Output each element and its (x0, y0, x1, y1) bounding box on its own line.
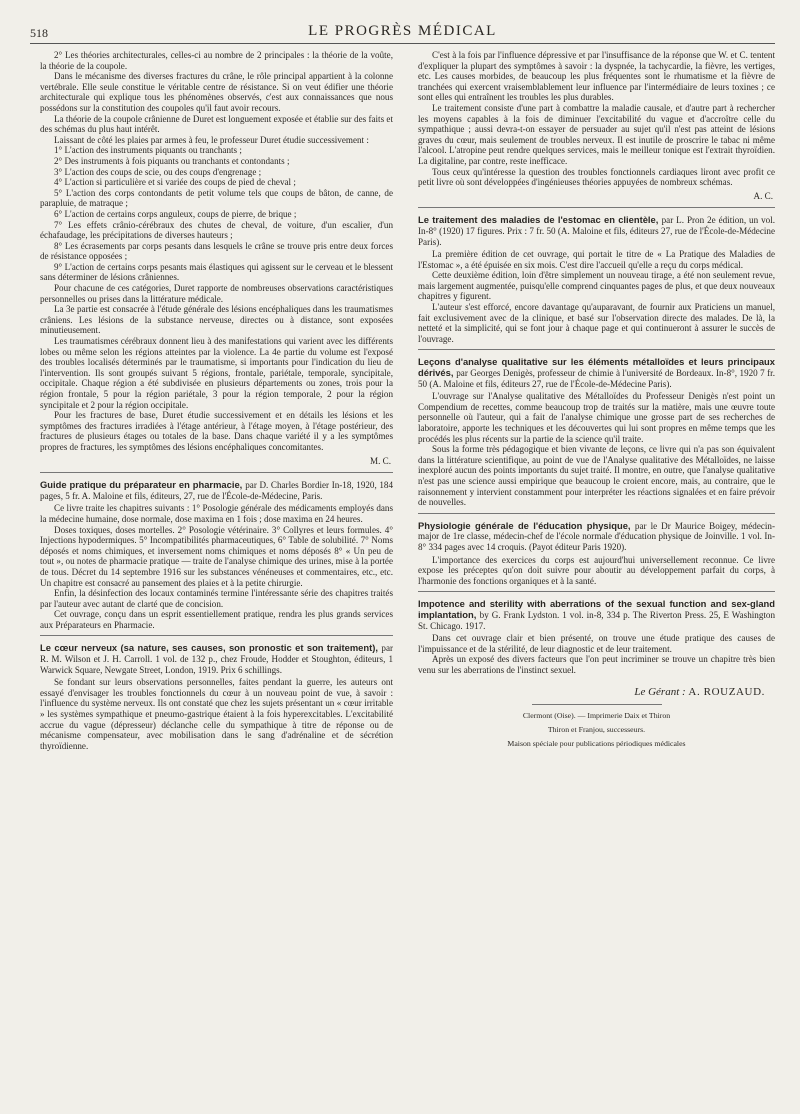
separator (418, 513, 775, 514)
review-title: Physiologie générale de l'éducation physique, (418, 519, 631, 531)
review-title: Leçons d'analyse qualitative sur les éléments métalloïdes et leurs principaux dérivés, (418, 356, 775, 379)
header-rule (30, 43, 775, 44)
paragraph: Enfin, la désinfection des locaux contaminés termine l'intéressante série des chapitres traités par l'auteur avec autant de clarté que de concision. (40, 588, 393, 609)
paragraph: Les traumatismes cérébraux donnent lieu à des manifestations qui varient avec les différents lobes ou même selon les régions atteintes par la violence. La 4e partie du volume est l'exposé des troubles localisés déterminés par le traumatisme, si importants pour l'indication du lieu de l'intervention. Ils sont groupés suivant 5 régions, frontale, pariétale, temporale, syncipitale, occipitale. Chaque région a été subdivisée en plusieurs départements ou zones, trois pour la région frontale, 5 pour la région pariétale, 3 pour la région temporale, 2 pour la région syncipitale et 2 pour la région occipitale. (40, 336, 393, 410)
paragraph: Sous la forme très pédagogique et bien vivante de leçons, ce livre qui n'a pas son équivalent dans la littérature scientifique, au point de vue de l'Analyse qualitative des Métalloïdes, ne laisse inexploré aucun des points importants du sujet traité. Il montre, en outre, que l'analyse qualitative n'est pas une science aussi empirique que beaucoup le croient encore, mais, au contraire, que le raisonnement y intervient constamment pour interpréter les réactions signalées et en faire prévoir de nouvelles. (418, 444, 775, 508)
gerant-label: Le Gérant : (634, 686, 686, 699)
imprint-rule (532, 704, 662, 705)
paragraph: Dans le mécanisme des diverses fractures du crâne, le rôle principal appartient à la colonne vertébrale. Elle seule constitue le véritable centre de résistance. Si on veut édifier une théorie architecturale qui explique tous les phénomènes observés, c'est aux connaissances que nous possédons sur la constitution des coupoles qu'il faut avoir recours. (40, 71, 393, 113)
printer-line: Clermont (Oise). — Imprimerie Daix et Thiron (522, 711, 671, 721)
review-title: Le cœur nerveux (sa nature, ses causes, son pronostic et son traitement), (40, 642, 378, 654)
gerant-name: A. ROUZAUD. (688, 686, 765, 699)
paragraph: Pour les fractures de base, Duret étudie successivement et en détails les lésions et les symptômes des fractures irradiées à l'étage antérieur, à l'étage moyen, à l'étage postérieur, des fractures de plusieurs étages ou totales de la base. Dans chaque variété il y a les symptômes propres de fractures, les symptômes des lésions encéphaliques concomitantes. (40, 410, 393, 452)
list-item: 3° L'action des coups de scie, ou des coups d'engrenage ; (54, 166, 262, 177)
review-meta: par R. M. Wilson et J. H. Carroll. 1 vol. de 132 p., chez Froude, Hodder et Stoughton, éditeurs, 1 Warwick Square, Newgate Street, London, 1919. Prix 6 schillings. (40, 643, 394, 675)
review-signature: M. C. (370, 455, 391, 466)
paragraph: L'importance des exercices du corps est aujourd'hui universellement reconnue. Ce livre expose les préceptes qu'on doit suivre pour aboutir au développement parfait du corps, à l'harmonie des fonctions organiques et à la santé. (418, 554, 775, 586)
list-item: 7° Les effets crânio-cérébraux des chutes de cheval, de voiture, d'un escalier, d'un échafaudage, les précipitations de diverses hauteurs ; (40, 219, 393, 241)
paragraph: La théorie de la coupole crânienne de Duret est longuement exposée et établie sur des faits et des schémas du plus haut intérêt. (40, 113, 393, 135)
list-item: 1° L'action des instruments piquants ou tranchants ; (54, 145, 242, 156)
paragraph: Ce livre traite les chapitres suivants : 1° Posologie générale des médicaments employés dans la médecine humaine, dose normale, dose maxima en 1 fois ; dose maxima en 24 heures. (40, 503, 393, 524)
paragraph: L'ouvrage sur l'Analyse qualitative des Métalloïdes du Professeur Denigès n'est point un Compendium de recettes, comme beaucoup trop de traités sur la matière, mais une œuvre toute personnelle où l'auteur, qui a fait de l'analyse chimique une grosse part de ses recherches de laboratoire, apporte les techniques et les découvertes qui lui sont propres en même temps que les procédés les plus récents sur la partie de la science qu'il traite. (418, 391, 775, 444)
printer-successors: Thiron et Franjou, successeurs. (547, 725, 646, 735)
list-item: 5° L'action des corps contondants de petit volume tels que coups de bâton, de canne, de parapluie, de matraque ; (40, 187, 393, 209)
gerant-line (418, 687, 765, 698)
review-meta: par D. Charles Bordier In-18, 1920, 184 pages, 5 fr. A. Maloine et fils, éditeurs, 27, rue de l'École-de-Médecine, Paris. (40, 480, 393, 501)
review-meta: par L. Pron 2e édition, un vol. In-8° (1920) 17 figures. Prix : 7 fr. 50 (A. Maloine et fils, éditeurs 27, rue de l'École-de-Médecine Paris). (418, 215, 775, 247)
paragraph: La première édition de cet ouvrage, qui portait le titre de « La Pratique des Maladies de l'Estomac », a été épuisée en six mois. C'est dire l'accueil qu'elle a reçu du corps médical. (418, 249, 775, 270)
paragraph: Pour chacune de ces catégories, Duret rapporte de nombreuses observations caractéristiques personnelles ou prises dans la littérature médicale. (40, 283, 393, 304)
paragraph: Cet ouvrage, conçu dans un esprit essentiellement pratique, rendra les plus grands services aux Préparateurs en Pharmacie. (40, 609, 393, 630)
paragraph: La 3e partie est consacrée à l'étude générale des lésions encéphaliques dans les traumatismes crâniens. Les lésions de la substance nerveuse, directes ou à distance, sont exposées minutieusement. (40, 304, 393, 336)
paragraph: C'est à la fois par l'influence dépressive et par l'insuffisance de la réponse que W. et C. tentent d'expliquer la plupart des symptômes à savoir : la dyspnée, la tachycardie, la fièvre, les vertiges, etc. Les causes morbides, de beaucoup les plus fréquentes sont le rhumatisme et la fièvre de tranchées qui exercent vraisemblablement leur influence par l'intermédiaire de leurs toxines ; ce sont elles qui entraînent les troubles les plus durables. (418, 50, 775, 103)
review-title: Le traitement des maladies de l'estomac en clientèle, (418, 214, 659, 226)
separator (418, 349, 775, 350)
separator (40, 472, 393, 473)
paragraph: Le traitement consiste d'une part à combattre la maladie causale, et d'autre part à rechercher les moyens capables à la fois de diminuer l'excitabilité du vague et d'accroître celle du sympathique ; aussi devra-t-on essayer de persuader au sujet qu'il n'est pas atteint de lésions graves du cœur, mais seulement de troubles nerveux. Il est inutile de proscrire le tabac ni même l'alcool. L'atropine peut rendre quelques services, mais le meilleur tonique est l'extrait thyroïdien. La digitaline, par contre, reste inefficace. (418, 102, 775, 166)
review-title: Guide pratique du préparateur en pharmacie, (40, 479, 243, 491)
review-heading (40, 480, 393, 501)
review-meta: by G. Frank Lydston. 1 vol. in-8, 334 p. The Riverton Press. 25, E Washington St. Chicago. 1917. (418, 609, 775, 631)
list-item: 4° L'action si particulière et si variée des coups de pied de cheval ; (54, 177, 296, 188)
paragraph: Après un exposé des divers facteurs que l'on peut incriminer se trouve un chapitre très bien venu sur les aberrations de l'instinct sexuel. (418, 654, 775, 675)
paragraph: Cette deuxième édition, loin d'être simplement un nouveau tirage, a été non seulement revue, mais largement augmentée, puisqu'elle comprend cinquantes pages de plus, et que deux nouveaux chapitres y figurent. (418, 270, 775, 302)
review-meta: par le Dr Maurice Boigey, médecin-major de 1re classe, médecin-chef de l'école normale d'éducation physique de Joinville. 1 vol. In-8° 334 pages avec 14 croquis. (Payot éditeur Paris 1920). (418, 520, 776, 552)
review-heading (418, 599, 775, 631)
printer-specialty: Maison spéciale pour publications périodiques médicales (507, 739, 686, 749)
paragraph: Tous ceux qu'intéresse la question des troubles fonctionnels cardiaques liront avec profit ce petit livre où sont développées d'ingénieuses théories appuyées de nombreux schémas. (418, 166, 775, 188)
review-heading (40, 643, 393, 675)
list-item: 9° L'action de certains corps pesants mais élastiques qui agissent sur le cerveau et le blessent sans déterminer de lésions crâniennes. (40, 261, 393, 283)
separator (418, 207, 775, 208)
review-signature: A. C. (753, 190, 773, 201)
review-title: Impotence and sterility with aberrations of the sexual function and sex-gland implantation, (418, 598, 775, 620)
paragraph: Se fondant sur leurs observations personnelles, faites pendant la guerre, les auteurs ont essayé d'envisager les troubles fonctionnels du cœur à un nouveau point de vue, à savoir : l'influence du système nerveux. Ils ont constaté que chez les sujets présentant un « cœur irritable » les systèmes sympathique et pneumo-gastrique étaient à la fois hyperexcitables. L'excitabilité accrue du vague (dépresseur) déclanche celle du sympathique à titre de réponse ou de mécanisme compensateur, avec mobilisation dans le sang d'adrénaline et de sécrétion thyroïdienne. (40, 677, 393, 751)
review-heading (418, 521, 775, 553)
review-meta: par Georges Denigès, professeur de chimie à l'université de Bordeaux. In-8°, 1920 7 fr. 50 (A. Maloine et fils, éditeurs 27, rue de l'École-de-Médecine Paris). (418, 368, 775, 389)
list-item: 6° L'action de certains corps anguleux, coups de pierre, de brique ; (54, 208, 297, 219)
paragraph: Doses toxiques, doses mortelles. 2° Posologie vétérinaire. 3° Collyres et leurs formules. 4° Injections hypodermiques. 5° Incompatibilités pharmaceutiques, 6° Table de solubilité. 7° Noms déposés et noms chimiques, et inversement noms chimiques et noms déposés 8° « Un peu de tout », ou notes de pharmacie pratique — traite de l'analyse chimique des urines, mise à la portée de tous. Décret du 14 septembre 1916 sur les substances vénéneuses et commentaires, etc., etc. Un chapitre est consacré au pansement des plaies et à la petite chirurgie. (40, 524, 393, 588)
separator (40, 635, 393, 636)
paragraph: 2° Les théories architecturales, celles-ci au nombre de 2 principales : la théorie de la voûte, la théorie de la coupole. (40, 50, 393, 71)
running-title: LE PROGRÈS MÉDICAL (308, 23, 497, 39)
list-item: 8° Les écrasements par corps pesants dans lesquels le crâne se trouve pris entre deux forces de résistance opposées ; (40, 240, 393, 262)
page-header (30, 20, 775, 44)
page-number: 518 (30, 26, 48, 40)
right-column (418, 50, 775, 749)
list-item: 2° Des instruments à fois piquants ou tranchants et contondants ; (54, 155, 290, 166)
separator (418, 591, 775, 592)
paragraph: L'auteur s'est efforcé, encore davantage qu'auparavant, de fournir aux Praticiens un manuel, fait exclusivement avec de la clinique, et basé sur l'observation directe des malades. De là, la netteté et la simplicité, qui se font jour à chaque page et qui continueront à assurer le succès de l'ouvrage. (418, 302, 775, 344)
review-heading (418, 357, 775, 389)
paragraph: Dans cet ouvrage clair et bien présenté, on trouve une étude pratique des causes de l'impuissance et de la stérilité, de leur diagnostic et de leur traitement. (418, 633, 775, 654)
paragraph: Laissant de côté les plaies par armes à feu, le professeur Duret étudie successivement : (54, 134, 369, 145)
review-heading (418, 215, 775, 247)
left-column (40, 50, 393, 751)
